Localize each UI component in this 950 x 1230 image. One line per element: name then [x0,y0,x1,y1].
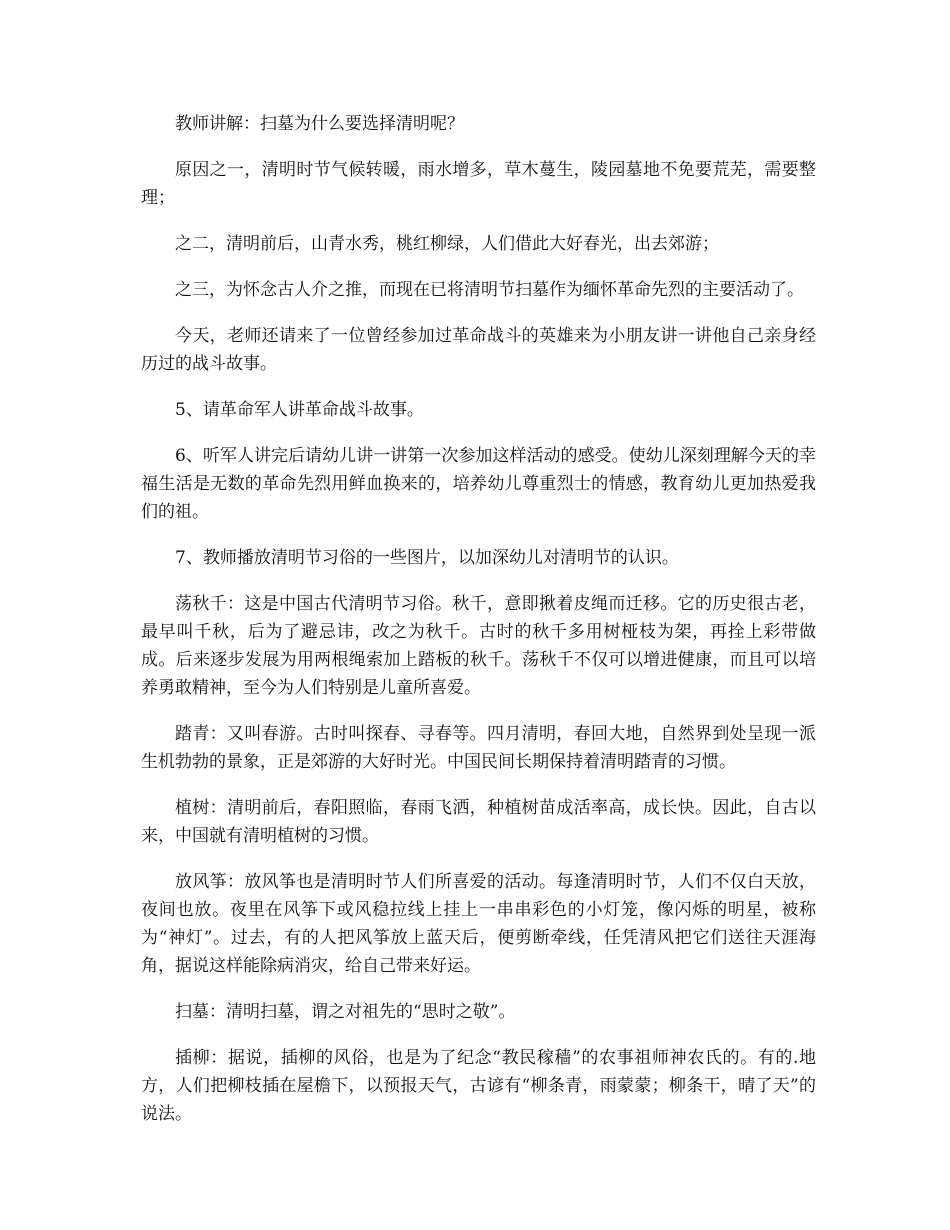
paragraph-hero-invitation: 今天，老师还请来了一位曾经参加过革命战斗的英雄来为小朋友讲一讲他自己亲身经历过的战斗故事。 [141,326,816,374]
paragraph-step-7: 7、教师播放清明节习俗的一些图片，以加深幼儿对清明节的认识。 [175,548,679,568]
paragraph-swing: 荡秋千：这是中国古代清明节习俗。秋千，意即揪着皮绳而迁移。它的历史很古老，最早叫千秋，后为了避忌讳，改之为秋千。古时的秋千多用树桠枝为架，再拴上彩带做成。后来逐步发展为用两根绳索加上踏板的秋千。荡秋千不仅可以增进健康，而且可以培养勇敢精神，至今为人们特别是儿童所喜爱。 [141,594,816,698]
paragraph-reason-two: 之二，清明前后，山青水秀，桃红柳绿，人们借此大好春光，出去郊游； [175,234,719,254]
paragraph-spring-outing: 踏青：又叫春游。古时叫探春、寻春等。四月清明，春回大地，自然界到处呈现一派生机勃勃的景象，正是郊游的大好时光。中国民间长期保持着清明踏青的习惯。 [141,724,816,772]
paragraph-teacher-explanation: 教师讲解：扫墓为什么要选择清明呢？ [175,114,464,134]
paragraph-willow-inserting: 插柳：据说，插柳的风俗，也是为了纪念“教民稼穑”的农事祖师神农氏的。有的.地方，人们把柳枝插在屋檐下，以预报天气，古谚有“柳条青，雨蒙蒙；柳条干，晴了天”的说法。 [141,1048,816,1124]
paragraph-tree-planting: 植树：清明前后，春阳照临，春雨飞洒，种植树苗成活率高，成长快。因此，自古以来，中国就有清明植树的习惯。 [141,798,816,846]
paragraph-step-6: 6、听军人讲完后请幼儿讲一讲第一次参加这样活动的感受。使幼儿深刻理解今天的幸福生活是无数的革命先烈用鲜血换来的，培养幼儿尊重烈士的情感，教育幼儿更加热爱我们的祖。 [141,446,816,522]
paragraph-reason-three: 之三，为怀念古人介之推，而现在已将清明节扫墓作为缅怀革命先烈的主要活动了。 [175,280,804,300]
document-body [141,110,816,1146]
paragraph-kite-flying: 放风筝：放风筝也是清明时节人们所喜爱的活动。每逢清明时节，人们不仅白天放，夜间也放。夜里在风筝下或风稳拉线上挂上一串串彩色的小灯笼，像闪烁的明星，被称为“神灯”。过去，有的人把风筝放上蓝天后，便剪断牵线，任凭清风把它们送往天涯海角，据说这样能除病消灾，给自己带来好运。 [141,872,816,976]
paragraph-reason-one: 原因之一，清明时节气候转暖，雨水增多，草木蔓生，陵园墓地不免要荒芜，需要整理； [141,160,816,208]
paragraph-step-5: 5、请革命军人讲革命战斗故事。 [175,400,424,420]
paragraph-tomb-sweeping: 扫墓：清明扫墓，谓之对祖先的“思时之敬”。 [175,1002,516,1022]
